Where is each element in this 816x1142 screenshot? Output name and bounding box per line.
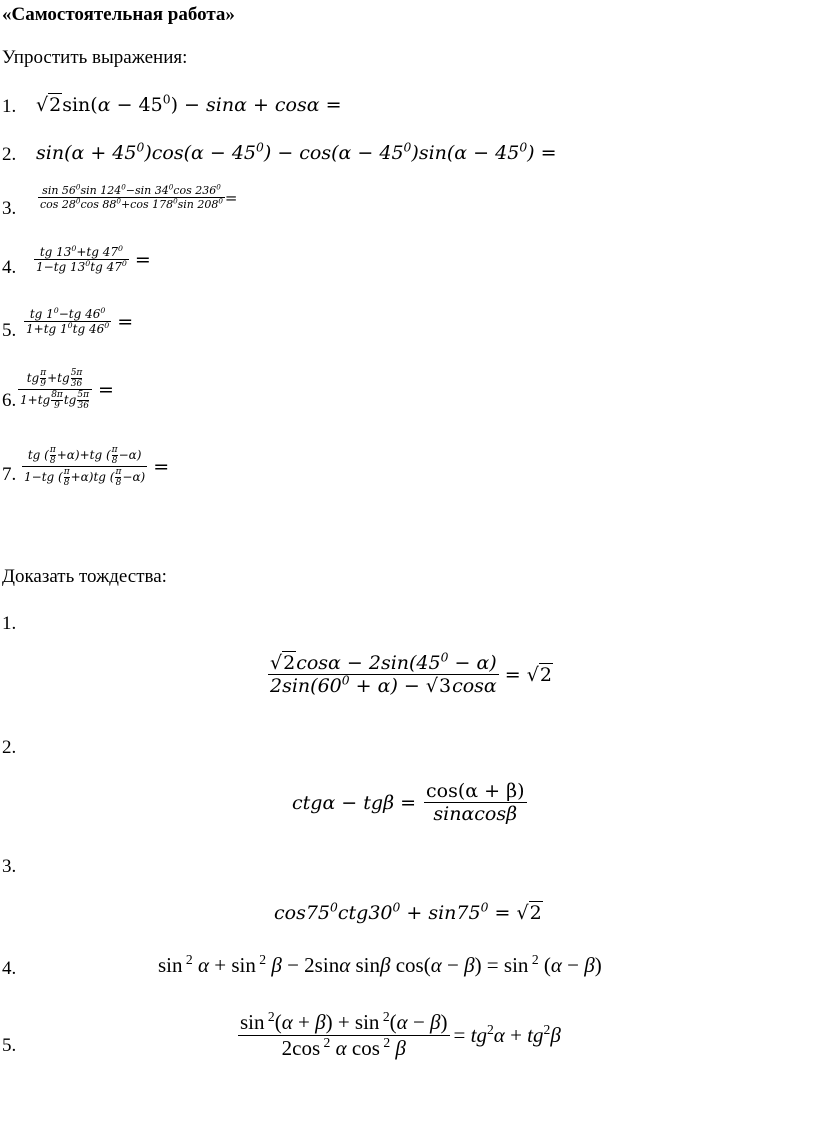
item-number: 6. [2, 390, 17, 411]
identity-5: sin $^2$(α + β) + sin $^2$(α − β) 2cos $^2$ α cos $^2$ β = $tg^2\alpha + tg^2\beta$ [240, 1009, 561, 1060]
item-number: 1. [2, 613, 17, 634]
identity-4: sin $^2$ α + sin $^2$ β − 2sinα sinβ cos(α − β) = sin $^2$ (α − β) [158, 952, 602, 977]
expression-1: $√2\sin(\alpha - 45^0) - \sin\alpha + \cos\alpha$ = [36, 92, 342, 116]
identity-2: ctgα − tgβ = cos(α + β) sinαcosβ [292, 780, 525, 825]
section-heading-prove: Доказать тождества: [2, 566, 167, 587]
item-number: 1. [2, 96, 17, 117]
expression-5: tg $1^0-tg$ $46^0$ 1+tg $1^0tg$ $46^0$ = [26, 306, 134, 336]
expression-2: $\sin(\alpha + 45^0)\cos(\alpha - 45^0) - \cos(\alpha - 45^0)\sin(\alpha - 45^0)$ = [36, 140, 557, 164]
item-number: 2. [2, 144, 17, 165]
identity-3: $\cos 75^0ctg30^0 + \sin 75^0 = √2$ [274, 900, 542, 924]
item-number: 5. [2, 1035, 17, 1056]
item-number: 4. [2, 257, 17, 278]
expression-6: tg $\frac{\pi}{9}$ +tg $\frac{5\pi}{36}$ 1+tg $\frac{8\pi}{9}$ tg $\frac{5\pi}{36}$ = [20, 368, 114, 411]
item-number: 3. [2, 856, 17, 877]
expression-4: tg $13^0+tg$ $47^0$ 1−tg $13^0tg$ $47^0$ = [36, 244, 151, 274]
page-title: «Самостоятельная работа» [2, 4, 235, 25]
section-heading-simplify: Упростить выражения: [2, 47, 188, 68]
expression-3: $\sin 56^0\sin$ $124^0-\sin$ $34^0\cos$ $236^0$ $\cos 28^0\cos$ $88^0+\cos$ $178^0\sin$ $208^0$ = [40, 182, 238, 211]
item-number: 5. [2, 320, 17, 341]
item-number: 2. [2, 737, 17, 758]
expression-7: tg ( $\frac{\pi}{8}$ +α)+tg ( $\frac{\pi}{8}$ −α) 1−tg ( $\frac{\pi}{8}$ +α)tg ( $\frac{\pi}{8}$ −α) = [24, 445, 170, 488]
identity-1: $√2\cos\alpha - 2\sin(45^0 - \alpha)$ $2\sin(60^0 + \alpha) - √3\cos\alpha$ = √2 [270, 650, 552, 697]
item-number: 3. [2, 198, 17, 219]
item-number: 4. [2, 958, 17, 979]
item-number: 7. [2, 464, 17, 485]
